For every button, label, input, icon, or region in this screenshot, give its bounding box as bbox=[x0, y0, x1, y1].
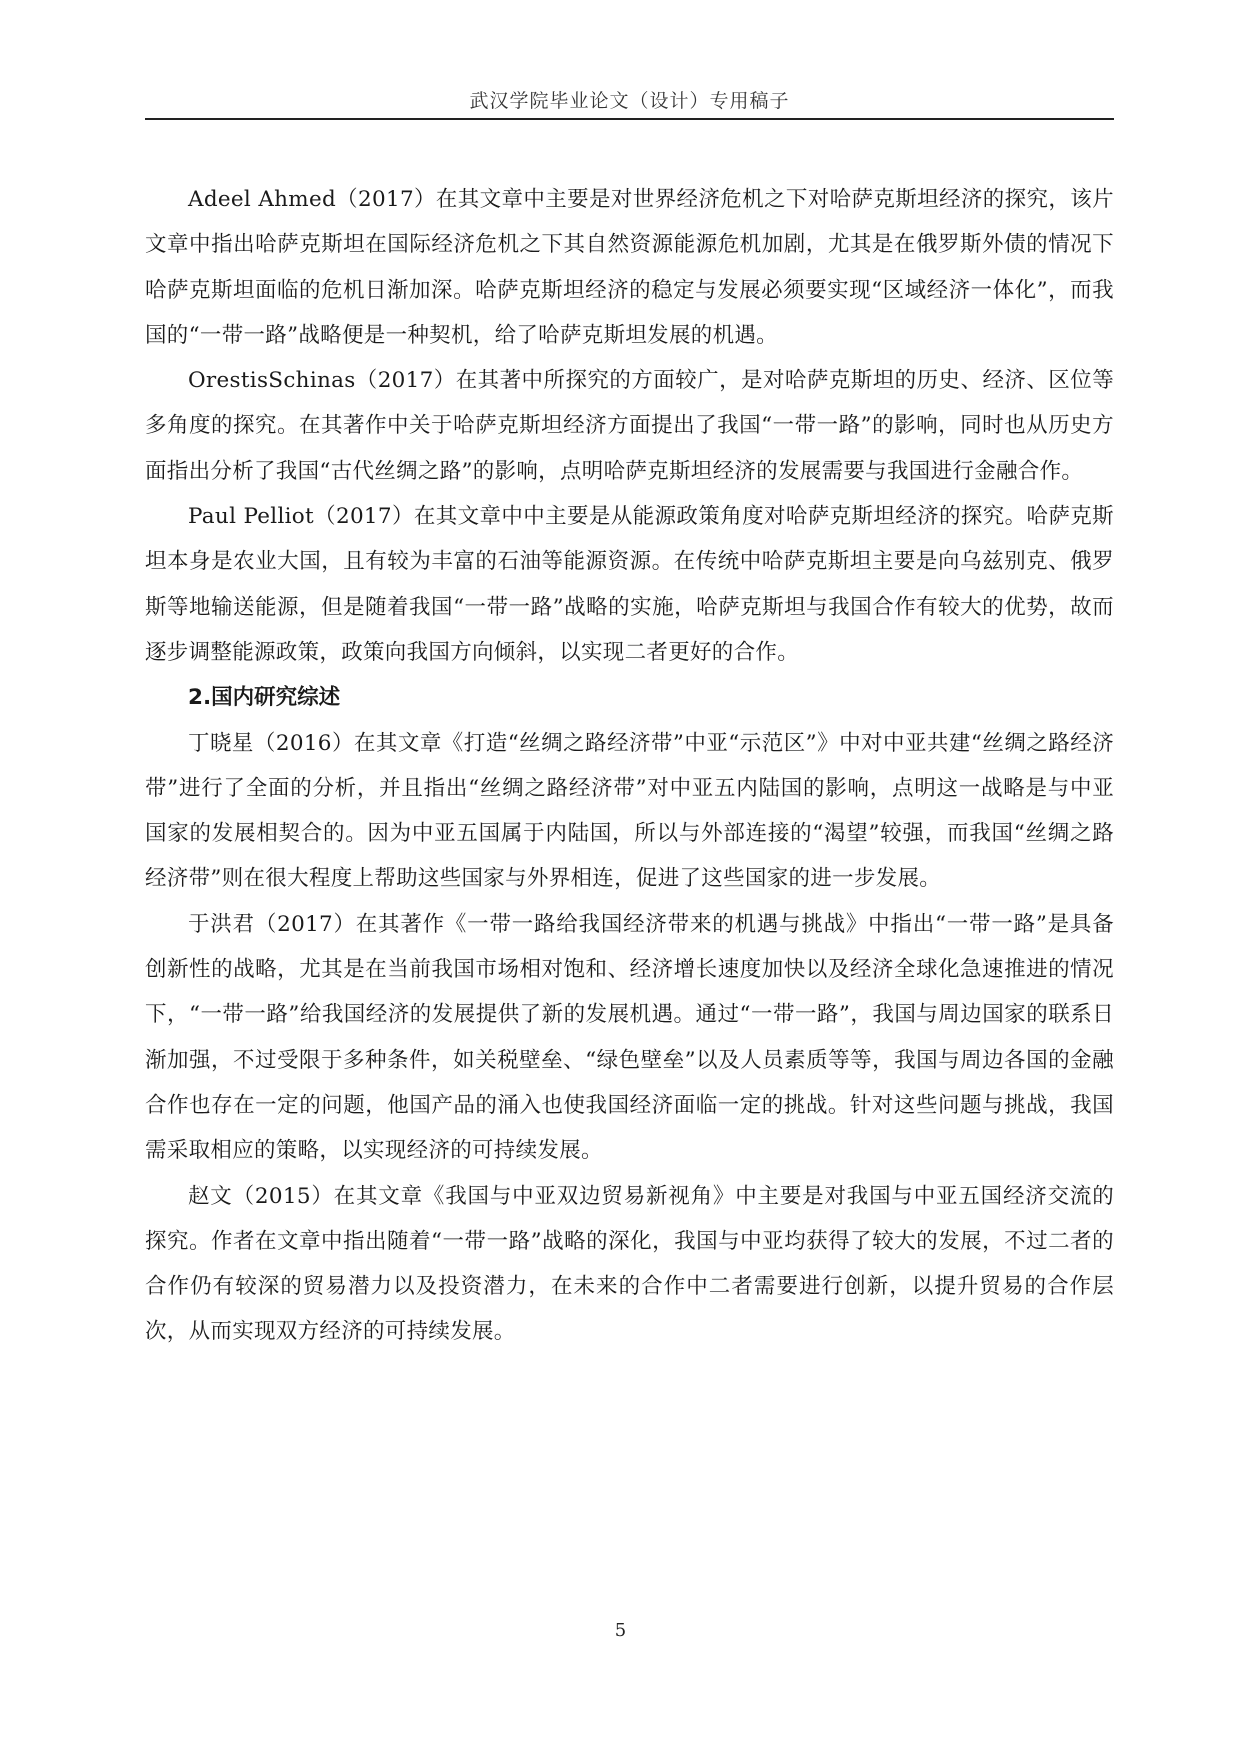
page-number: 5 bbox=[614, 1620, 627, 1641]
section-heading: 2.国内研究综述 bbox=[188, 685, 341, 711]
paragraph-yu-hongjun: 于洪君（2017）在其著作《一带一路给我国经济带来的机遇与挑战》中指出“一带一路”是具备创新性的战略，尤其是在当前我国市场相对饱和、经济增长速度加快以及经济全球化急速推进的情况下，“一带一路”给我国经济的发展提供了新的发展机遇。通过“一带一路”，我国与周边国家的联系日渐加强，不过受限于多种条件，如关税壁垒、“绿色壁垒”以及人员素质等等，我国与周边各国的金融合作也存在一定的问题，他国产品的涌入也使我国经济面临一定的挑战。针对这些问题与挑战，我国需采取相应的策略，以实现经济的可持续发展。 bbox=[145, 911, 1114, 1164]
header-title: 武汉学院毕业论文（设计）专用稿子 bbox=[469, 90, 790, 112]
paragraph-orestis-schinas: OrestisSchinas（2017）在其著中所探究的方面较广，是对哈萨克斯坦的历史、经济、区位等多角度的探究。在其著作中关于哈萨克斯坦经济方面提出了我国“一带一路”的影响，同时也从历史方面指出分析了我国“古代丝绸之路”的影响，点明哈萨克斯坦经济的发展需要与我国进行金融合作。 bbox=[145, 368, 1114, 484]
paragraph-zhao-wen: 赵文（2015）在其文章《我国与中亚双边贸易新视角》中主要是对我国与中亚五国经济交流的探究。作者在文章中指出随着“一带一路”战略的深化，我国与中亚均获得了较大的发展，不过二者的合作仍有较深的贸易潜力以及投资潜力，在未来的合作中二者需要进行创新，以提升贸易的合作层次，从而实现双方经济的可持续发展。 bbox=[145, 1183, 1114, 1345]
page-header bbox=[145, 84, 1114, 120]
paragraph-adeel-ahmed: Adeel Ahmed（2017）在其文章中主要是对世界经济危机之下对哈萨克斯坦经济的探究，该片文章中指出哈萨克斯坦在国际经济危机之下其自然资源能源危机加剧，尤其是在俄罗斯外债的情况下哈萨克斯坦面临的危机日渐加深。哈萨克斯坦经济的稳定与发展必须要实现“区域经济一体化”，而我国的“一带一路”战略便是一种契机，给了哈萨克斯坦发展的机遇。 bbox=[145, 187, 1114, 348]
document-body bbox=[145, 177, 1114, 1355]
paragraph-paul-pelliot: Paul Pelliot（2017）在其文章中中主要是从能源政策角度对哈萨克斯坦经济的探究。哈萨克斯坦本身是农业大国，且有较为丰富的石油等能源资源。在传统中哈萨克斯坦主要是向乌兹别克、俄罗斯等地输送能源，但是随着我国“一带一路”战略的实施，哈萨克斯坦与我国合作有较大的优势，故而逐步调整能源政策，政策向我国方向倾斜，以实现二者更好的合作。 bbox=[145, 504, 1114, 665]
paragraph-ding-xiaoxing: 丁晓星（2016）在其文章《打造“丝绸之路经济带”中亚“示范区”》中对中亚共建“丝绸之路经济带”进行了全面的分析，并且指出“丝绸之路经济带”对中亚五内陆国的影响，点明这一战略是与中亚国家的发展相契合的。因为中亚五国属于内陆国，所以与外部连接的“渴望”较强，而我国“丝绸之路经济带”则在很大程度上帮助这些国家与外界相连，促进了这些国家的进一步发展。 bbox=[145, 730, 1114, 892]
